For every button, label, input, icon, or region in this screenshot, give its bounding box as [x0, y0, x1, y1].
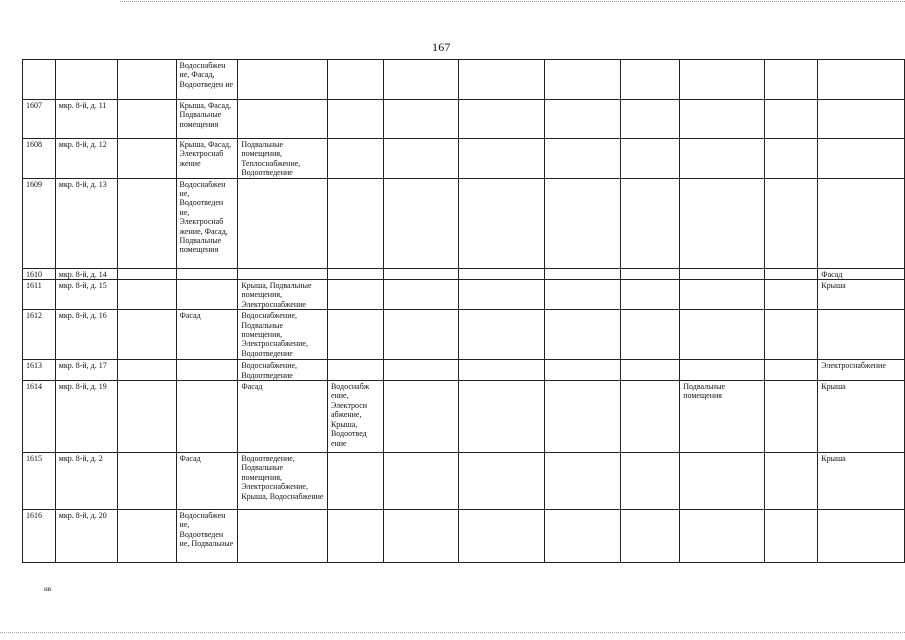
work-type-cell [238, 60, 328, 100]
work-type-cell [459, 310, 545, 360]
work-type-cell [765, 60, 818, 100]
work-type-cell [765, 310, 818, 360]
work-type-cell [327, 280, 383, 310]
work-type-cell [621, 280, 680, 310]
work-type-cell [383, 100, 458, 139]
address-cell: мкр. 8-й, д. 20 [55, 510, 117, 563]
work-type-cell [680, 268, 765, 279]
row-number-cell: 1614 [23, 381, 56, 453]
work-type-cell [545, 100, 621, 139]
work-type-cell [765, 360, 818, 381]
work-type-cell: Крыша, Фасад, Электроснаб жение [176, 139, 238, 179]
work-type-cell: Крыша [818, 453, 905, 510]
work-type-cell [383, 510, 458, 563]
work-type-cell [680, 60, 765, 100]
work-type-cell [545, 381, 621, 453]
work-type-cell [818, 178, 905, 268]
work-type-cell [176, 280, 238, 310]
row-number-cell: 1608 [23, 139, 56, 179]
table-row [23, 178, 905, 268]
work-type-cell [117, 178, 176, 268]
work-type-cell [765, 510, 818, 563]
work-type-cell [383, 360, 458, 381]
repair-schedule-table [22, 59, 905, 563]
table-row [23, 310, 905, 360]
work-type-cell [459, 268, 545, 279]
work-type-cell [680, 280, 765, 310]
row-number-cell: 1616 [23, 510, 56, 563]
work-type-cell [459, 60, 545, 100]
work-type-cell [459, 100, 545, 139]
work-type-cell: Крыша [818, 381, 905, 453]
table-row [23, 280, 905, 310]
address-cell: мкр. 8-й, д. 2 [55, 453, 117, 510]
work-type-cell [117, 381, 176, 453]
page-number: 167 [432, 40, 451, 54]
row-number-cell: 1610 [23, 268, 56, 279]
work-type-cell [238, 268, 328, 279]
work-type-cell [117, 360, 176, 381]
work-type-cell: Подвальные помещения [680, 381, 765, 453]
work-type-cell [383, 60, 458, 100]
row-number-cell: 1611 [23, 280, 56, 310]
work-type-cell [621, 139, 680, 179]
work-type-cell [545, 60, 621, 100]
work-type-cell [459, 381, 545, 453]
address-cell [55, 60, 117, 100]
scan-edge-bottom [0, 632, 905, 633]
work-type-cell [680, 453, 765, 510]
work-type-cell: Водоотведение, Подвальные помещения, Электроснабжение, Крыша, Водоснабжение [238, 453, 328, 510]
work-type-cell [327, 510, 383, 563]
work-type-cell: Водоснабжен ие, Водоотведен ие, Подвальные [176, 510, 238, 563]
table-row [23, 268, 905, 279]
table-row [23, 60, 905, 100]
work-type-cell: Водоснабжен ие, Водоотведен ие, Электроснаб жение, Фасад, Подвальные помещения [176, 178, 238, 268]
work-type-cell [117, 60, 176, 100]
work-type-cell [327, 139, 383, 179]
work-type-cell [818, 310, 905, 360]
work-type-cell [327, 453, 383, 510]
work-type-cell [238, 510, 328, 563]
work-type-cell [545, 310, 621, 360]
work-type-cell: Фасад [176, 310, 238, 360]
address-cell: мкр. 8-й, д. 17 [55, 360, 117, 381]
work-type-cell [117, 310, 176, 360]
work-type-cell [621, 310, 680, 360]
work-type-cell [117, 100, 176, 139]
work-type-cell: Крыша, Подвальные помещения, Электроснабжение [238, 280, 328, 310]
work-type-cell [459, 178, 545, 268]
work-type-cell [117, 268, 176, 279]
address-cell: мкр. 8-й, д. 11 [55, 100, 117, 139]
work-type-cell [818, 100, 905, 139]
row-number-cell: 1613 [23, 360, 56, 381]
table-row [23, 381, 905, 453]
work-type-cell [383, 139, 458, 179]
footer-mark: нв [44, 585, 52, 593]
work-type-cell [327, 268, 383, 279]
table-row [23, 510, 905, 563]
address-cell: мкр. 8-й, д. 15 [55, 280, 117, 310]
work-type-cell [765, 100, 818, 139]
work-type-cell [327, 100, 383, 139]
work-type-cell [117, 280, 176, 310]
work-type-cell [117, 139, 176, 179]
row-number-cell [23, 60, 56, 100]
work-type-cell [383, 453, 458, 510]
work-type-cell [545, 139, 621, 179]
row-number-cell: 1612 [23, 310, 56, 360]
work-type-cell: Фасад [238, 381, 328, 453]
work-type-cell [238, 178, 328, 268]
address-cell: мкр. 8-й, д. 12 [55, 139, 117, 179]
work-type-cell: Фасад [176, 453, 238, 510]
work-type-cell [680, 510, 765, 563]
work-type-cell [545, 280, 621, 310]
work-type-cell [383, 280, 458, 310]
work-type-cell [327, 310, 383, 360]
table-row [23, 360, 905, 381]
work-type-cell [459, 360, 545, 381]
work-type-cell [459, 510, 545, 563]
work-type-cell: Крыша, Фасад, Подвальные помещения [176, 100, 238, 139]
work-type-cell [117, 510, 176, 563]
work-type-cell [383, 310, 458, 360]
work-type-cell [680, 310, 765, 360]
work-type-cell: Крыша [818, 280, 905, 310]
work-type-cell: Фасад [818, 268, 905, 279]
work-type-cell [621, 100, 680, 139]
work-type-cell [765, 139, 818, 179]
work-type-cell [765, 280, 818, 310]
work-type-cell [176, 268, 238, 279]
work-type-cell [545, 178, 621, 268]
work-type-cell [545, 268, 621, 279]
work-type-cell [176, 360, 238, 381]
work-type-cell [818, 139, 905, 179]
address-cell: мкр. 8-й, д. 19 [55, 381, 117, 453]
work-type-cell: Водоснабжение, Подвальные помещения, Электроснабжение, Водоотведение [238, 310, 328, 360]
work-type-cell [765, 178, 818, 268]
work-type-cell [459, 280, 545, 310]
work-type-cell [765, 453, 818, 510]
row-number-cell: 1607 [23, 100, 56, 139]
work-type-cell [621, 268, 680, 279]
work-type-cell: Электроснабжение [818, 360, 905, 381]
work-type-cell [621, 360, 680, 381]
work-type-cell [459, 453, 545, 510]
work-type-cell [383, 381, 458, 453]
work-type-cell [680, 360, 765, 381]
work-type-cell [545, 453, 621, 510]
table-row [23, 100, 905, 139]
work-type-cell [545, 510, 621, 563]
work-type-cell [621, 453, 680, 510]
work-type-cell [765, 381, 818, 453]
row-number-cell: 1609 [23, 178, 56, 268]
work-type-cell [459, 139, 545, 179]
address-cell: мкр. 8-й, д. 14 [55, 268, 117, 279]
work-type-cell [327, 178, 383, 268]
work-type-cell: Подвальные помещения, Теплоснабжение, Водоотведение [238, 139, 328, 179]
work-type-cell [680, 139, 765, 179]
row-number-cell: 1615 [23, 453, 56, 510]
scan-edge-top [120, 1, 905, 2]
work-type-cell [680, 100, 765, 139]
work-type-cell [383, 268, 458, 279]
work-type-cell: Водоснабжен ие, Фасад, Водоотведен ие [176, 60, 238, 100]
work-type-cell [621, 381, 680, 453]
work-type-cell [176, 381, 238, 453]
table-row [23, 139, 905, 179]
work-type-cell [621, 510, 680, 563]
work-type-cell [818, 510, 905, 563]
work-type-cell [327, 360, 383, 381]
work-type-cell [545, 360, 621, 381]
work-type-cell [621, 60, 680, 100]
work-type-cell [383, 178, 458, 268]
work-type-cell [818, 60, 905, 100]
work-type-cell [680, 178, 765, 268]
work-type-cell: Водоснабжение, Водоотведение [238, 360, 328, 381]
work-type-cell [238, 100, 328, 139]
address-cell: мкр. 8-й, д. 13 [55, 178, 117, 268]
address-cell: мкр. 8-й, д. 16 [55, 310, 117, 360]
work-type-cell [765, 268, 818, 279]
work-type-cell [117, 453, 176, 510]
work-type-cell [327, 60, 383, 100]
table-row [23, 453, 905, 510]
work-type-cell [621, 178, 680, 268]
work-type-cell: Водоснабж ение, Электроси абжение, Крыша, Водоотвед ение [327, 381, 383, 453]
